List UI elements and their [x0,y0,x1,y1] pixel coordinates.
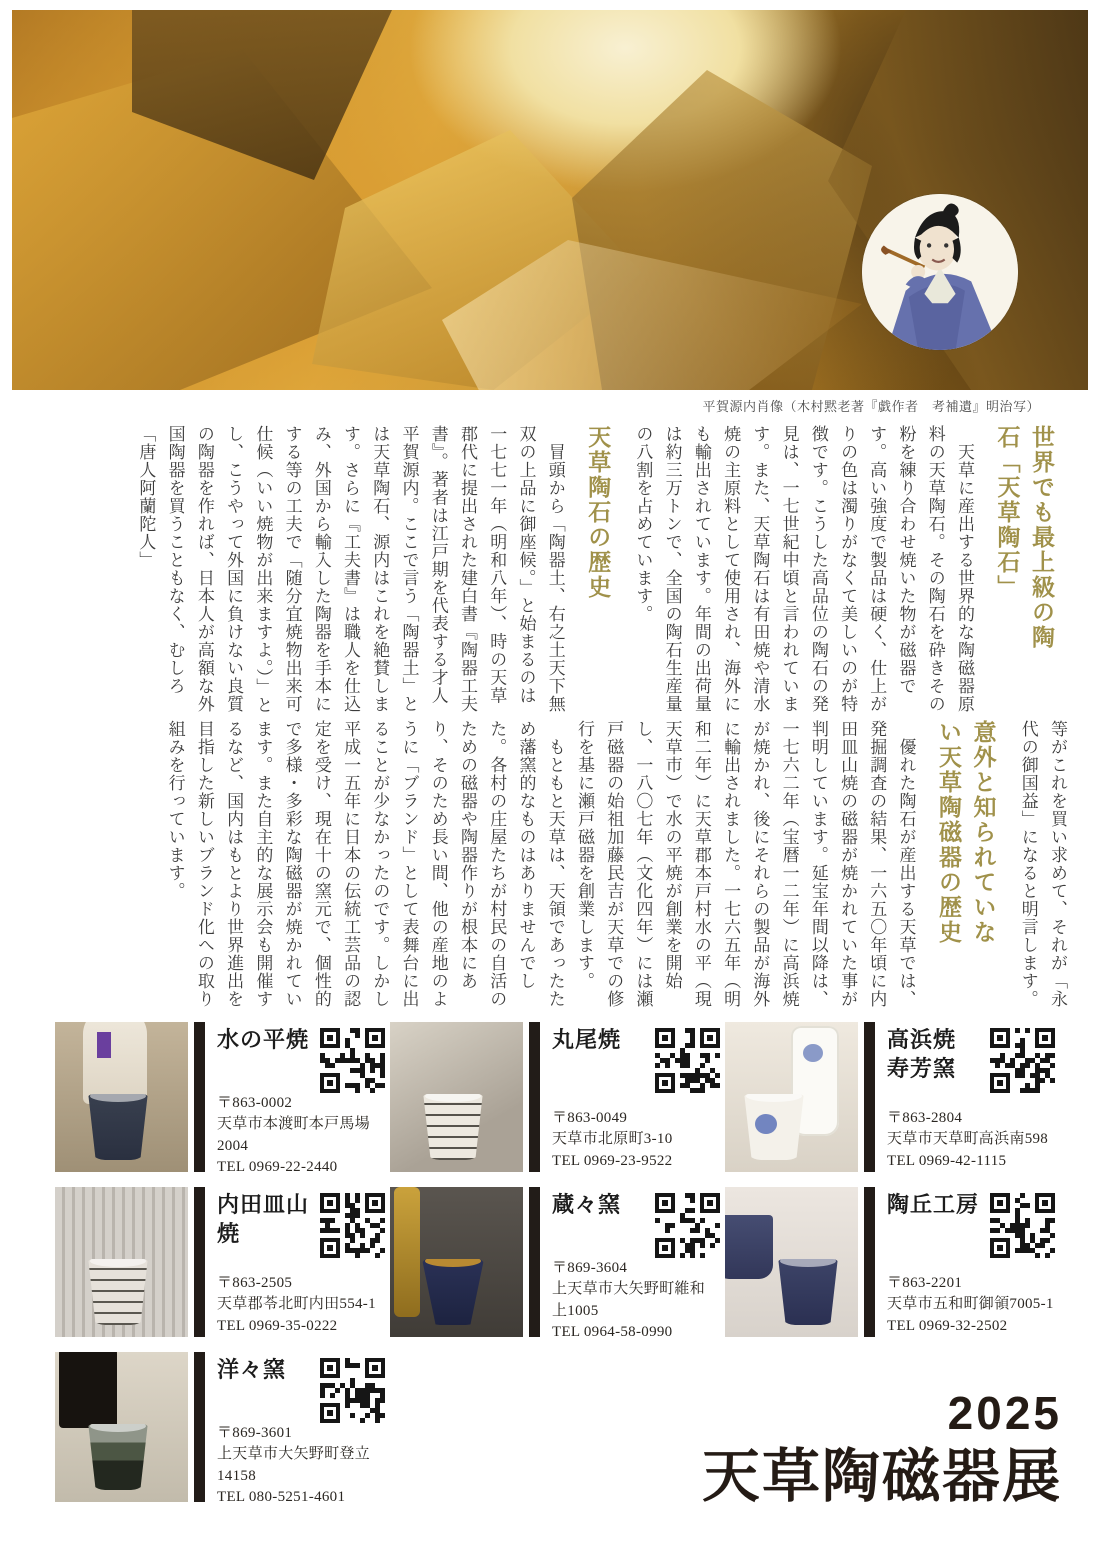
pottery-cup [777,1259,839,1325]
pottery-cup [87,1424,149,1490]
portrait-illustration [862,194,1018,350]
qr-code [320,1193,385,1258]
divider-bar [529,1187,540,1337]
exhibition-title: 天草陶磁器展 [701,1444,1062,1509]
pottery-photo [55,1352,188,1502]
pottery-photo [55,1187,188,1337]
qr-code [655,1193,720,1258]
exhibition-title-block [701,1387,1062,1511]
exhibition-year: 2025 [947,1387,1062,1439]
kiln-address [217,1423,385,1508]
street-address: 上天草市大矢野町維和上1005 [552,1281,706,1319]
pottery-cup [422,1094,484,1160]
pottery-photo [725,1022,858,1172]
section2-paragraph: 優れた陶石が産出する天草では、発掘調査の結果、一六五〇年頃に内田皿山焼の磁器が焼かれていた事が判明しています。延宝年間以降は、一七六二年（宝暦一二年）に高浜焼が焼かれ、後にそれらの製品が海外に輸出されました。一七六五年（明和二年）に天草郡本戸村水の平（現天草市）で水の平焼が創業を開始し、一八〇七年（文化四年）には瀬戸磁器の始祖加藤民吉が天草での修行を基に瀬戸磁器を創業します。 [574,720,916,1008]
divider-bar [194,1352,205,1502]
hiraga-gennai-portrait [862,194,1018,350]
postal-code: 〒863-2804 [887,1110,963,1127]
kiln-address [887,1273,1055,1337]
divider-bar [864,1022,875,1172]
street-address: 天草郡苓北町内田554-1 [217,1296,376,1313]
kiln-address [217,1273,385,1337]
pottery-photo [55,1022,188,1172]
qr-code [320,1028,385,1093]
postal-code: 〒863-2505 [217,1275,293,1292]
photo-caption: 平賀源内肖像（木村黙老著『戯作者 考補遺』明治写） [702,399,1040,414]
divider-bar [529,1022,540,1172]
divider-bar [194,1187,205,1337]
pottery-cup [87,1094,149,1160]
phone-number: TEL 080-5251-4601 [217,1488,346,1505]
sake-bottle [83,1022,147,1104]
article-section-1 [28,425,1072,717]
pottery-photo [725,1187,858,1337]
sake-bottle [725,1215,773,1279]
kiln-name: 丸尾焼 [552,1027,622,1052]
kiln-card-takahama [725,1022,1055,1172]
kiln-name: 水の平焼 [217,1027,310,1052]
qr-code [990,1193,1055,1258]
kiln-name: 内田皿山焼 [217,1192,310,1246]
kiln-card-toukyu [725,1187,1055,1337]
kiln-address [887,1108,1055,1172]
kiln-card-mizunodaira [55,1022,385,1175]
phone-number: TEL 0969-22-2440 [217,1158,338,1175]
sake-bottle [394,1187,420,1317]
street-address: 天草市北原町3-10 [552,1131,673,1148]
postal-code: 〒869-3604 [552,1260,628,1276]
quarry-photo [12,10,1088,390]
pottery-cup [87,1259,149,1325]
postal-code: 〒863-2201 [887,1275,963,1292]
kiln-name: 洋々窯 [217,1357,287,1382]
phone-number: TEL 0969-23-9522 [552,1152,673,1169]
kiln-address [217,1093,385,1178]
kiln-card-uchidasarayama [55,1187,385,1337]
section2-paragraph: 等がこれを買い求めて、それが「永代の御国益」になると明言します。 [1018,720,1067,1008]
divider-bar [864,1187,875,1337]
kiln-name: 陶丘工房 [887,1192,980,1217]
pottery-cup [743,1094,805,1160]
kiln-card-youyou [55,1352,385,1505]
qr-code [655,1028,720,1093]
kiln-card-maruo [390,1022,720,1172]
postal-code: 〒863-0002 [217,1095,293,1111]
phone-number: TEL 0964-58-0990 [552,1323,673,1340]
street-address: 天草市本渡町本戸馬場2004 [217,1116,371,1154]
kiln-name: 蔵々窯 [552,1192,622,1217]
phone-number: TEL 0969-42-1115 [887,1152,1007,1169]
postal-code: 〒869-3601 [217,1425,293,1441]
street-address: 天草市天草町高浜南598 [887,1131,1049,1148]
qr-code [990,1028,1055,1093]
section2-paragraph: もともと天草は、天領であったため藩窯的なものはありませんでした。各村の庄屋たちが村民の自活のための磁器や陶器作りが根本にあり、そのため長い間、他の産地のように「ブランド」として表舞台に出ることが少なかったのです。しかし平成一五年に日本の伝統工芸品の認定を受け、現在十の窯元で、個性的で多様・多彩な陶磁器が焼かれています。また自主的な展示会も開催するなど、国内はもとより世界進出を目指した新しいブランド化への取り組みを行っています。 [165,720,565,1008]
section1-subheading: 天草陶石の歴史 [585,425,611,600]
pottery-photo [390,1187,523,1337]
qr-code [320,1358,385,1423]
sake-bottle [59,1352,117,1428]
pottery-cup [422,1259,484,1325]
section2-heading: 意外と知られていない天草陶磁器の歴史 [936,720,996,945]
kiln-name: 高浜焼 寿芳窯 [887,1027,957,1081]
section1-paragraph: 冒頭から「陶器土、右之土天下無双の上品に御座候。」と始まるのは一七七一年（明和八年）、時の天草郡代に提出された建白書『陶器工夫書』。著者は江戸期を代表する才人平賀源内。ここで言う「陶器土」とは天草陶石、源内はこれを絶賛します。さらに『工夫書』は職人を仕込み、外国から輸入した陶器を手本にする等の工夫で「随分宜焼物出来可仕候（いい焼物が出来ますよ。）」とし、こうやって外国に負けない良質の陶器を作れば、日本人が高額な外国陶器を買うこともなく、むしろ「唐人阿蘭陀人」 [136,425,565,714]
pottery-photo [390,1022,523,1172]
divider-bar [194,1022,205,1172]
kiln-card-zouzou [390,1187,720,1340]
street-address: 天草市五和町御領7005-1 [887,1296,1054,1313]
section1-heading: 世界でも最上級の陶石「天草陶石」 [994,425,1054,650]
phone-number: TEL 0969-35-0222 [217,1317,338,1334]
street-address: 上天草市大矢野町登立14158 [217,1446,371,1484]
article-section-2 [28,720,1072,1022]
section1-paragraph: 天草に産出する世界的な陶磁器原料の天草陶石。その陶石を砕きその粉を練り合わせ焼いた物が磁器です。高い強度で製品は硬く、仕上がりの色は濁りがなくて美しいのが特徴です。こうした高品位の陶石の発見は、一七世紀中頃と言われています。また、天草陶石は有田焼や清水焼の主原料として使用され、海外にも輸出されています。年間の出荷量は約三万トンで、全国の陶石生産量の八割を占めています。 [633,425,974,713]
postal-code: 〒863-0049 [552,1110,628,1127]
phone-number: TEL 0969-32-2502 [887,1317,1008,1334]
kiln-address [552,1108,720,1172]
kiln-address [552,1258,720,1343]
